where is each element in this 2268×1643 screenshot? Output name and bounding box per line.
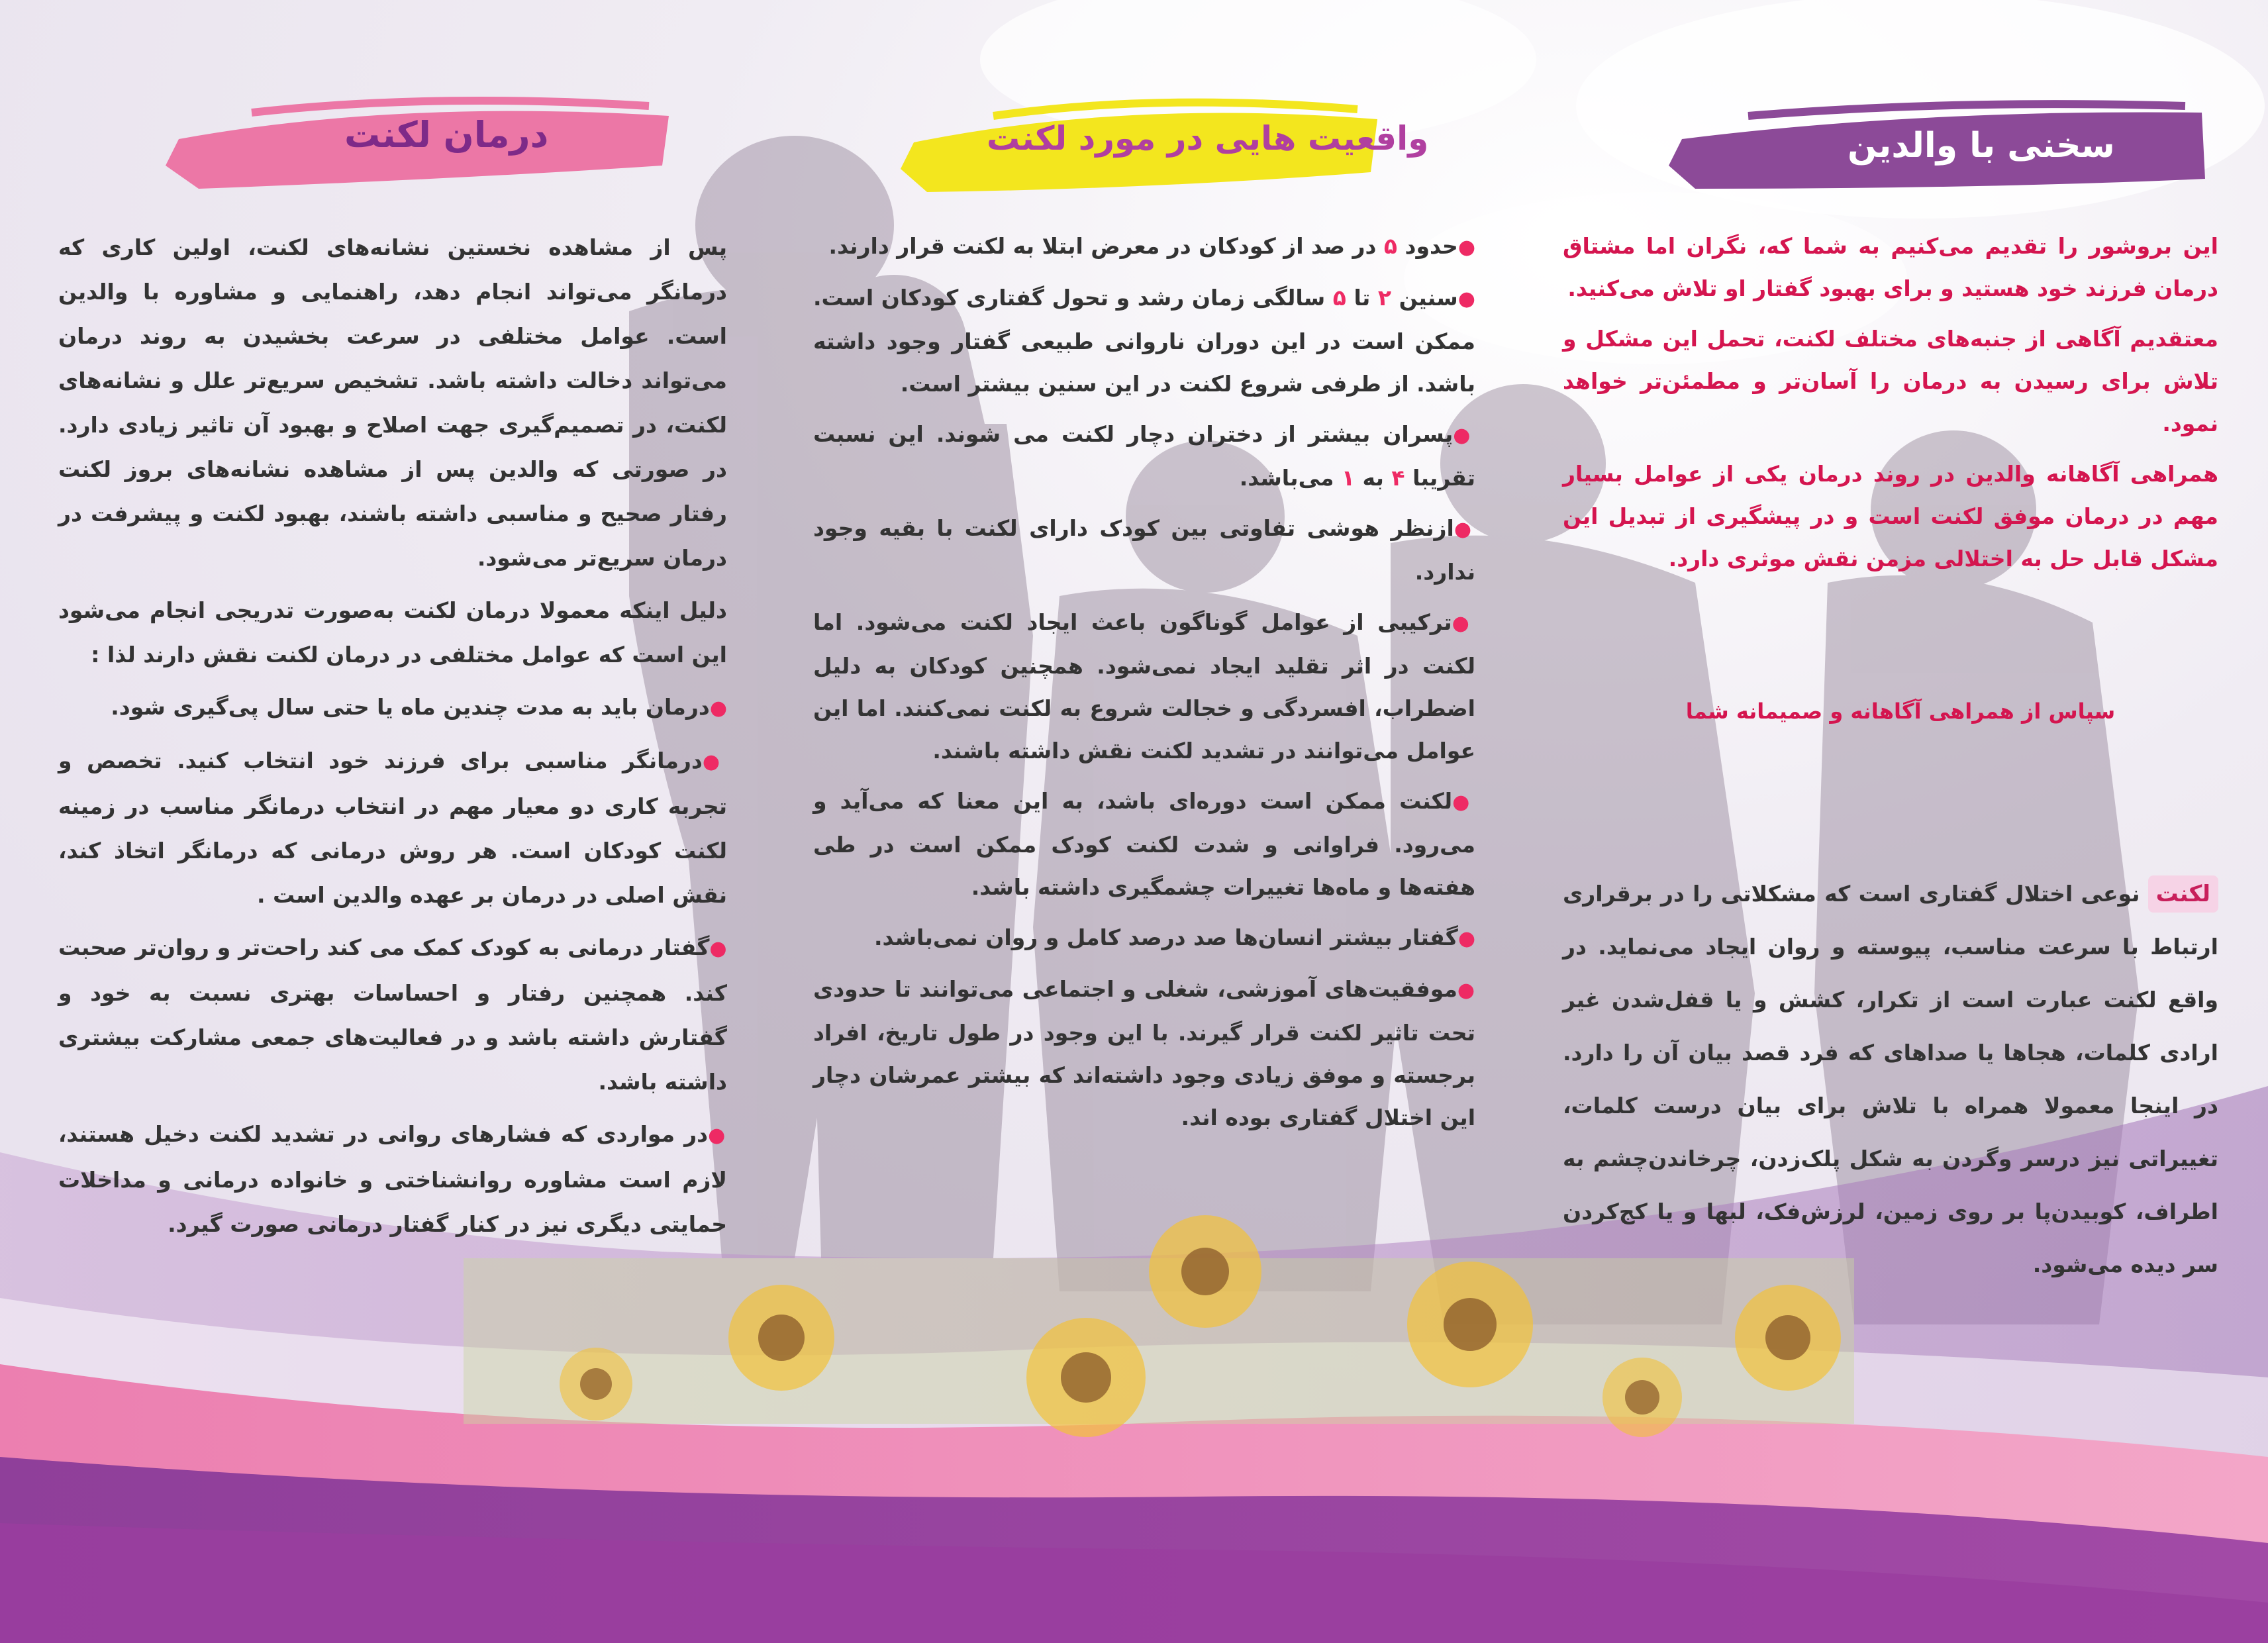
bullet-dot-icon: ● <box>1457 927 1475 950</box>
fact-item: ●حدود ۵ در صد از کودکان در معرض ابتلا به لکنت قرار دارند. <box>828 233 1475 259</box>
treatment-column <box>58 225 727 1254</box>
title-stuttering-treatment: درمان لکنت <box>344 114 549 156</box>
parents-column <box>1563 225 2218 588</box>
parents-paragraph: معتقدیم آگاهی از جنبه‌های مختلف لکنت، تحمل این مشکل و تلاش برای رسیدن به درمان را آسان‌تر و مطمئن‌تر خواهد نمود. <box>1563 326 2218 436</box>
parents-paragraph: همراهی آگاهانه والدین در روند درمان یکی از عوامل بسیار مهم در درمان موفق لکنت است و در پیشگیری از تبدیل این مشکل قابل حل به اختلالی مزمن نقش موثری دارد. <box>1563 461 2218 572</box>
bullet-dot-icon: ● <box>709 697 727 720</box>
treatment-bullet: ●درمانگر مناسبی برای فرزند خود انتخاب کنید. تخصص و تجربه کاری دو معیار مهم در انتخاب درمانگر مناسب در زمینه لکنت کودکان است. هر روش درمانی که درمانگر اتخاذ کند، نقش اصلی در درمان بر عهده والدین است . <box>58 748 727 908</box>
bullet-dot-icon: ● <box>1457 236 1475 259</box>
bullet-dot-icon: ● <box>702 750 727 773</box>
bullet-dot-icon: ● <box>1452 612 1475 635</box>
bullet-dot-icon: ● <box>1453 424 1475 447</box>
title-stuttering-facts: واقعیت هایی در مورد لکنت <box>987 119 1429 158</box>
facts-column <box>813 225 1475 1147</box>
bullet-dot-icon: ● <box>709 937 727 960</box>
treatment-bullet: ●گفتار درمانی به کودک کمک می کند راحت‌تر و روان‌تر صحبت کند. همچنین رفتار و احساسات بهتری نسبت به خود و گفتارش داشته باشد و در فعالیت‌های جمعی مشارکت بیشتری داشته باشد. <box>58 934 727 1095</box>
fact-item: ●لکنت ممکن است دوره‌ای باشد، به این معنا که می‌آید و می‌رود. فراوانی و شدت لکنت کودک ممکن است در طی هفته‌ها و ماه‌ها تغییرات چشمگیری داشته باشد. <box>813 788 1475 900</box>
treatment-bullet: ●درمان باید به مدت چندین ماه یا حتی سال پی‌گیری شود. <box>111 694 727 720</box>
bullet-dot-icon: ● <box>1454 518 1475 541</box>
fact-item: ●گفتار بیشتر انسان‌ها صد درصد کامل و روان نمی‌باشد. <box>874 924 1475 950</box>
parents-paragraph: این بروشور را تقدیم می‌کنیم به شما که، نگران اما مشتاق درمان فرزند خود هستید و برای بهبود گفتار او تلاش می‌کنید. <box>1563 233 2218 301</box>
title-parents-note: سخنی با والدین <box>1848 126 2115 166</box>
treatment-bullet: ●در مواردی که فشارهای روانی در تشدید لکنت دخیل هستند، لازم است مشاوره روانشناختی و خانواده درمانی و مداخلات حمایتی دیگری نیز در کنار گفتار درمانی صورت گیرد. <box>58 1121 727 1237</box>
thanks-note: سپاس از همراهی آگاهانه و صمیمانه شما <box>1685 699 2116 724</box>
definition-text: نوعی اختلال گفتاری است که مشکلاتی را در برقراری ارتباط با سرعت مناسب، پیوسته و روان ایجاد می‌نماید. در واقع لکنت عبارت است از تکرار، کشش و یا قفل‌شدن غیر ارادی کلمات، هجاها یا صداهای که فرد قصد بیان آن را دارد. در اینجا معمولا همراه با تلاش برای بیان درست کلمات، تغییراتی نیز درسر وگردن به شکل پلک‌زدن، چرخاندن‌چشم به اطراف، کوبیدن‌پا بر روی زمین، لرزش‌فک، لبها و یا کج‌کردن سر دیده می‌شود. <box>1563 881 2218 1277</box>
bullet-dot-icon: ● <box>1452 791 1475 814</box>
stuttering-definition <box>1563 868 2218 1291</box>
treatment-reason: دلیل اینکه معمولا درمان لکنت به‌صورت تدریجی انجام می‌شود این است که عوامل مختلفی در درمان لکنت نقش دارند لذا : <box>58 597 727 668</box>
bullet-dot-icon: ● <box>708 1124 727 1147</box>
bullet-dot-icon: ● <box>1457 287 1475 311</box>
stuttering-word-badge: لکنت <box>2148 875 2218 913</box>
fact-item: ●پسران بیشتر از دختران دچار لکنت می شوند. این نسبت تقریبا ۴ به ۱ می‌باشد. <box>813 421 1475 491</box>
fact-item: ●موفقیت‌های آموزشی، شغلی و اجتماعی می‌توانند تا حدودی تحت تاثیر لکنت قرار گیرند. با این وجود در طول تاریخ، افراد برجسته و موفق زیادی وجود داشته‌اند که بیشتر عمرشان دچار این اختلال گفتاری بوده اند. <box>813 976 1475 1130</box>
treatment-intro: پس از مشاهده نخستین نشانه‌های لکنت، اولین کاری که درمانگر می‌تواند انجام دهد، راهنمایی و مشاوره با والدین است. عوامل مختلفی در سرعت بخشیدن به روند درمان می‌تواند دخالت داشته باشد. تشخیص سریع‌تر علل و نشانه‌های لکنت، در تصمیم‌گیری جهت اصلاح و بهبود آن تاثیر زیادی دارد. در صورتی که والدین پس از مشاهده نشانه‌های بروز لکنت رفتار صحیح و مناسبی داشته باشند، بهبود لکنت و پیشرفت در درمان سریع‌تر می‌شود. <box>58 234 727 571</box>
bullet-dot-icon: ● <box>1457 979 1475 1002</box>
fact-item: ●ازنظر هوشی تفاوتی بین کودک دارای لکنت با بقیه وجود ندارد. <box>813 515 1475 585</box>
fact-item: ●سنین ۲ تا ۵ سالگی زمان رشد و تحول گفتاری کودکان است. ممکن است در این دوران ناروانی طبیعی گفتار وجود داشته باشد. از طرفی شروع لکنت در این سنین بیشتر است. <box>813 285 1475 397</box>
fact-item: ●ترکیبی از عوامل گوناگون باعث ایجاد لکنت می‌شود. اما لکنت در اثر تقلید ایجاد نمی‌شود. همچنین کودکان به دلیل اضطراب، افسردگی و خجالت شروع به لکنت نمی‌کنند. اما این عوامل می‌توانند در تشدید لکنت نقش داشته باشند. <box>813 609 1475 764</box>
